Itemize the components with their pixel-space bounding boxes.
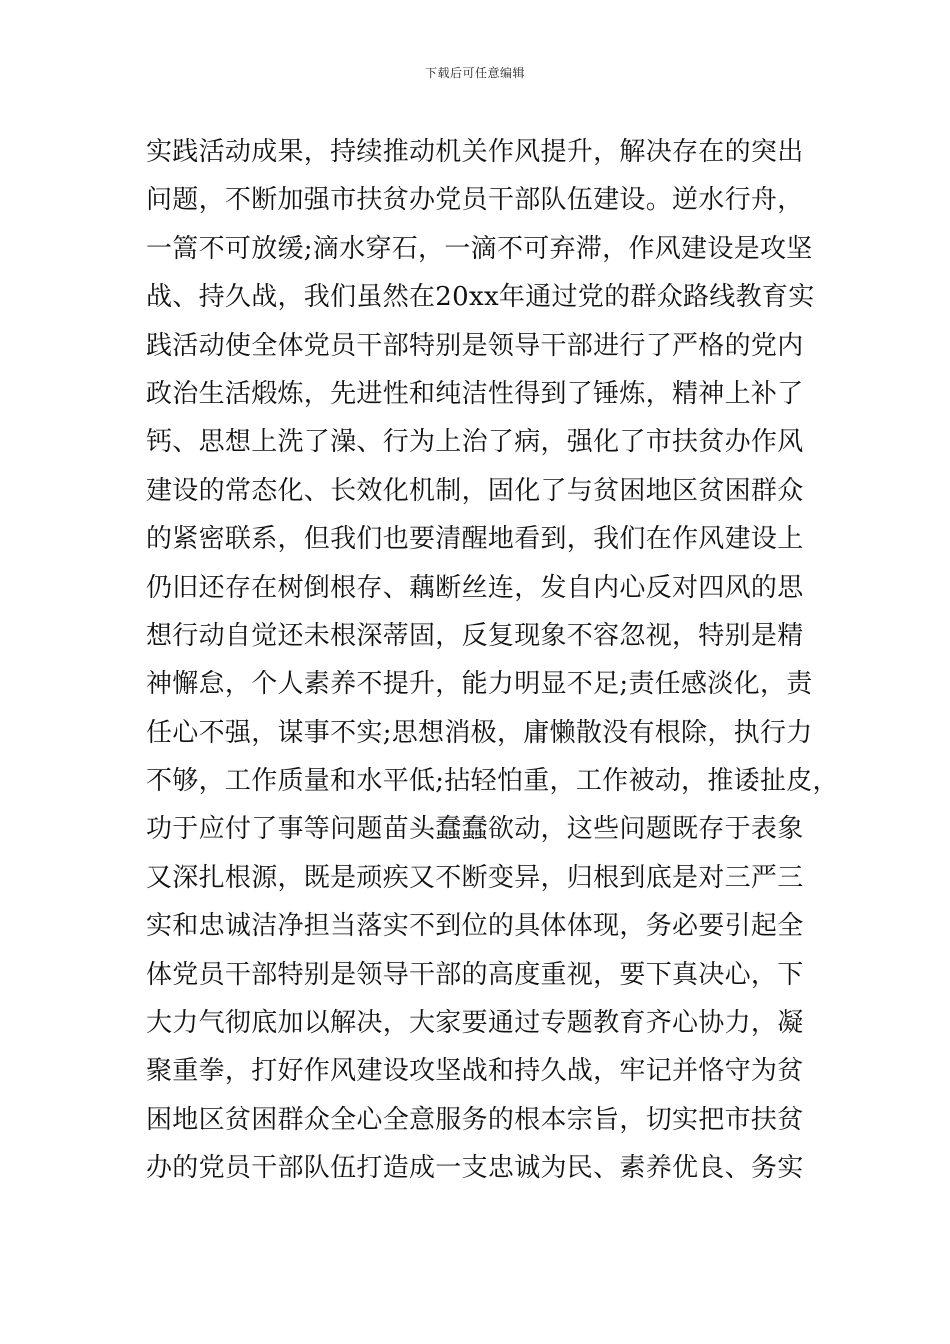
text-line: 不够，工作质量和水平低;拈轻怕重，工作被动，推诿扯皮， (146, 766, 839, 797)
page-header: 下载后可任意编辑 (424, 66, 525, 80)
text-line: 困地区贫困群众全心全意服务的根本宗旨，切实把市扶贫 (146, 1104, 804, 1135)
text-line: 的紧密联系，但我们也要清醒地看到，我们在作风建设上 (146, 524, 804, 555)
text-line: 战、持久战，我们虽然在20xx年通过党的群众路线教育实 (146, 282, 815, 313)
text-line: 又深扎根源，既是顽疾又不断变异，归根到底是对三严三 (146, 862, 804, 893)
text-line: 建设的常态化、长效化机制，固化了与贫困地区贫困群众 (146, 475, 804, 506)
text-line: 一篙不可放缓;滴水穿石，一滴不可弃滞，作风建设是攻坚 (146, 233, 813, 264)
text-line: 实践活动成果，持续推动机关作风提升，解决存在的突出 (146, 137, 804, 167)
text-line: 实和忠诚洁净担当落实不到位的具体体现，务必要引起全 (146, 911, 804, 942)
text-line: 办的党员干部队伍打造成一支忠诚为民、素养优良、务实 (146, 1153, 804, 1184)
text-line: 聚重拳，打好作风建设攻坚战和持久战，牢记并恪守为贫 (146, 1056, 804, 1087)
text-line: 功于应付了事等问题苗头蠢蠢欲动，这些问题既存于表象 (146, 814, 804, 845)
text-line: 任心不强，谋事不实;思想消极，庸懒散没有根除，执行力 (146, 717, 813, 748)
text-line: 问题，不断加强市扶贫办党员干部队伍建设。逆水行舟， (146, 185, 804, 216)
text-line: 仍旧还存在树倒根存、藕断丝连，发自内心反对四风的思 (146, 572, 804, 603)
text-line: 政治生活煅炼，先进性和纯洁性得到了锤炼，精神上补了 (146, 378, 804, 409)
text-line: 想行动自觉还未根深蒂固，反复现象不容忽视，特别是精 (146, 620, 804, 651)
text-line: 体党员干部特别是领导干部的高度重视，要下真决心，下 (146, 959, 804, 990)
text-line: 大力气彻底加以解决，大家要通过专题教育齐心协力，凝 (146, 1008, 804, 1039)
text-line: 神懈怠，个人素养不提升，能力明显不足;责任感淡化，责 (146, 669, 813, 700)
text-line: 践活动使全体党员干部特别是领导干部进行了严格的党内 (146, 330, 804, 361)
document-body (146, 128, 839, 1193)
text-line: 钙、思想上洗了澡、行为上治了病，强化了市扶贫办作风 (146, 427, 804, 458)
